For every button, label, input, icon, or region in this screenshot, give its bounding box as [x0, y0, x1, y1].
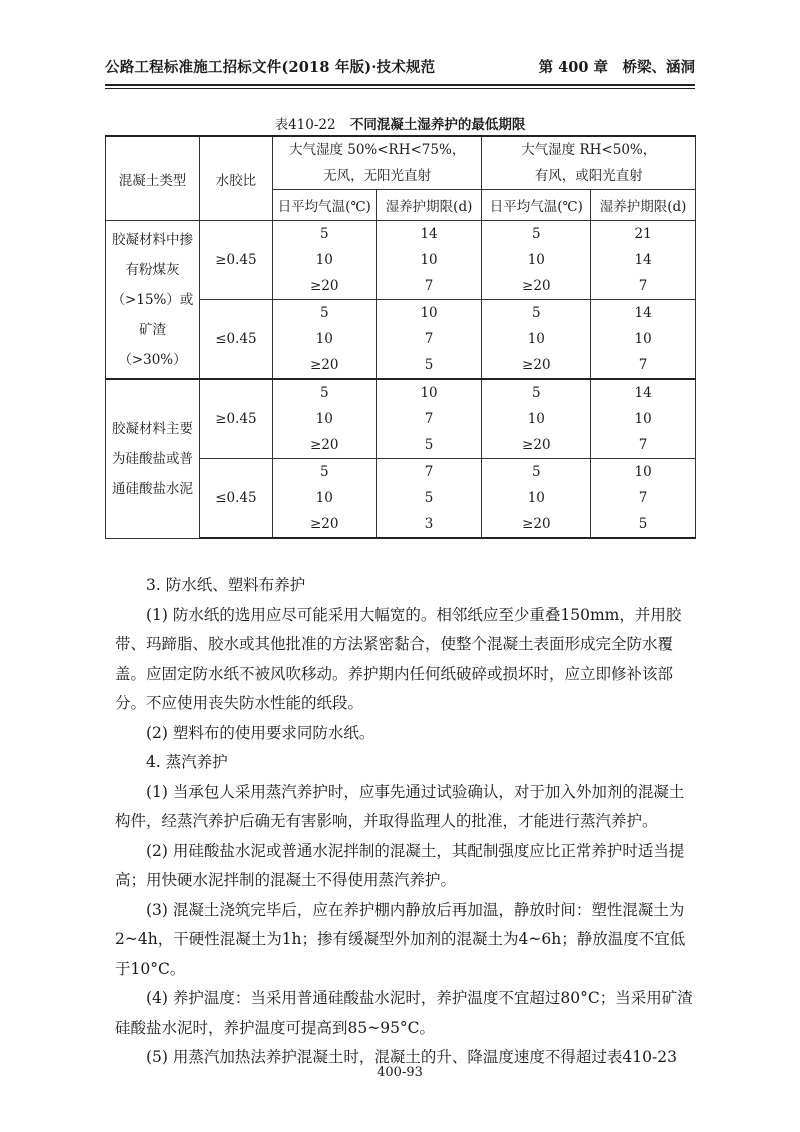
body-text	[115, 571, 697, 1073]
days-cell: 21 14 7	[591, 221, 696, 300]
days-cell: 14 10 7	[591, 379, 696, 459]
days-cell: 10 7 5	[376, 300, 482, 380]
header-condition-1	[272, 136, 482, 190]
temp-cell: 5 10 ≥20	[272, 459, 376, 539]
ratio-cell: ≥0.45	[199, 379, 272, 459]
table-row	[106, 221, 696, 300]
concrete-type-cell	[106, 379, 200, 538]
subheader-temp-2: 日平均气温(℃)	[482, 190, 591, 221]
temp-cell: 5 10 ≥20	[272, 221, 376, 300]
days-cell: 10 7 5	[376, 379, 482, 459]
condition-1-line-1: 大气湿度 50%<RH<75%，	[288, 142, 466, 158]
curing-period-table	[105, 135, 696, 539]
temp-cell: 5 10 ≥20	[482, 221, 591, 300]
paragraph: (1) 当承包人采用蒸汽养护时，应事先通过试验确认，对于加入外加剂的混凝土构件，经蒸汽养护后确无有害影响，并取得监理人的批准，才能进行蒸汽养护。	[115, 782, 685, 830]
header-water-binder-ratio: 水胶比	[199, 136, 272, 221]
ratio-cell: ≤0.45	[199, 459, 272, 539]
concrete-type-text: 胶凝材料主要为硅酸盐或普通硅酸盐水泥	[111, 420, 193, 497]
header-condition-2	[482, 136, 696, 190]
paragraph: (1) 防水纸的选用应尽可能采用大幅宽的。相邻纸应至少重叠150mm，并用胶带、玛蹄脂、胶水或其他批准的方法紧密黏合，使整个混凝土表面形成完全防水覆盖。应固定防水纸不被风吹移动。养护期内任何纸破碎或损坏时，应立即修补该部分。不应使用丧失防水性能的纸段。	[115, 605, 682, 712]
concrete-type-text: 胶凝材料中掺有粉煤灰（>15%）或矿渣（>30%）	[111, 231, 194, 368]
section-heading-3: 3. 防水纸、塑料布养护	[146, 576, 306, 594]
paragraph: (4) 养护温度：当采用普通硅酸盐水泥时，养护温度不宜超过80°C；当采用矿渣硅酸盐水泥时，养护温度可提高到85~95°C。	[115, 989, 693, 1037]
page-header	[105, 56, 695, 78]
header-chapter-title: 第 400 章 桥梁、涵洞	[538, 59, 695, 76]
condition-2-line-2: 有风，或阳光直射	[534, 168, 643, 184]
subheader-days-2: 湿养护期限(d)	[591, 190, 696, 221]
header-document-title: 公路工程标准施工招标文件(2018 年版)·技术规范	[105, 59, 436, 76]
days-cell: 10 7 5	[591, 459, 696, 539]
days-cell: 7 5 3	[376, 459, 482, 539]
subheader-temp-1: 日平均气温(℃)	[272, 190, 376, 221]
paragraph: (3) 混凝土浇筑完毕后，应在养护棚内静放后再加温，静放时间：塑性混凝土为2~4h，干硬性混凝土为1h；掺有缓凝型外加剂的混凝土为4~6h；静放温度不宜低于10°C。	[115, 900, 686, 978]
paragraph: (2) 用硅酸盐水泥或普通水泥拌制的混凝土，其配制强度应比正常养护时适当提高；用快硬水泥拌制的混凝土不得使用蒸汽养护。	[115, 841, 685, 889]
paragraph: (5) 用蒸汽加热法养护混凝土时，混凝土的升、降温度速度不得超过表410-23	[146, 1048, 677, 1066]
header-rule	[105, 84, 695, 86]
table-title: 不同混凝土湿养护的最低期限	[349, 117, 526, 133]
section-heading-4: 4. 蒸汽养护	[146, 753, 228, 771]
ratio-cell: ≤0.45	[199, 300, 272, 380]
header-rule-thin	[105, 88, 695, 89]
table-row	[106, 379, 696, 459]
temp-cell: 5 10 ≥20	[482, 300, 591, 380]
ratio-cell: ≥0.45	[199, 221, 272, 300]
table-header-row	[106, 136, 696, 190]
table-number: 表410-22	[274, 117, 336, 133]
concrete-type-cell	[106, 221, 200, 380]
paragraph: (2) 塑料布的使用要求同防水纸。	[146, 723, 375, 742]
temp-cell: 5 10 ≥20	[272, 379, 376, 459]
condition-1-line-2: 无风，无阳光直射	[323, 168, 432, 184]
temp-cell: 5 10 ≥20	[482, 459, 591, 539]
temp-cell: 5 10 ≥20	[482, 379, 591, 459]
subheader-days-1: 湿养护期限(d)	[376, 190, 482, 221]
header-concrete-type: 混凝土类型	[106, 136, 200, 221]
table-caption	[0, 113, 800, 133]
page-number: 400-93	[377, 1065, 423, 1080]
days-cell: 14 10 7	[376, 221, 482, 300]
condition-2-line-1: 大气湿度 RH<50%，	[521, 142, 657, 158]
days-cell: 14 10 7	[591, 300, 696, 380]
temp-cell: 5 10 ≥20	[272, 300, 376, 380]
